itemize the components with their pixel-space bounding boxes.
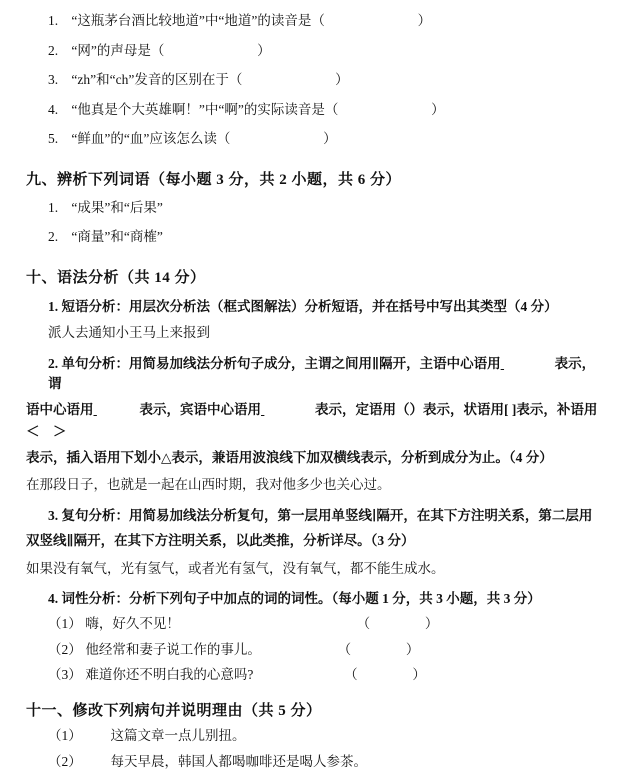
- question-tail: ）: [417, 13, 432, 28]
- answer-paren-open: （: [344, 666, 358, 682]
- question-text: “他真是个大英雄啊！”中“啊”的实际读音是（: [71, 101, 339, 117]
- list-item: [48, 6, 607, 36]
- question-number: 4.: [48, 101, 59, 117]
- list-item: [48, 193, 607, 223]
- sub-text-line2b: 表示，宾语中心语用: [139, 401, 261, 417]
- list-item: [48, 124, 607, 154]
- answer-blank[interactable]: [261, 399, 315, 421]
- example-sentence-2: 在那段日子，也就是一起在山西时期，我对他多少也关心过。: [26, 477, 391, 493]
- item-number: 1.: [48, 199, 59, 215]
- sub-text-line1: 用简易加线法分析句子成分，主谓之间用∥隔开，主语中心语用: [129, 356, 501, 372]
- question-tail: ）: [431, 101, 445, 117]
- question-text: “这瓶茅台酒比较地道”中“地道”的读音是（: [71, 13, 325, 28]
- sub-text-line1b: 表示，谓: [48, 356, 596, 392]
- sub-text-line1: 用简易加线法分析复句，第一层用单竖线∣隔开，在其下方注明关系，第二层用: [129, 508, 593, 523]
- list-item: [48, 726, 607, 746]
- sub-title: 复句分析：: [61, 508, 129, 523]
- list-item: [48, 222, 607, 252]
- question-tail: ）: [323, 131, 337, 147]
- list-item: [48, 95, 607, 125]
- sub-question-2-cont: [26, 399, 607, 444]
- item-text: 每天早晨，韩国人都喝咖啡还是喝人参茶。: [110, 754, 367, 770]
- question-tail: ）: [257, 42, 271, 58]
- section-heading-eleven: 十一、修改下列病句并说明理由（共 5 分）: [26, 703, 322, 720]
- sub-question-3: [48, 506, 607, 526]
- sub-title: 短语分析：: [61, 298, 129, 314]
- sub-number: 1.: [48, 298, 59, 314]
- sub-text: 用层次分析法（框式图解法）分析短语，并在括号中写出其类型（4 分）: [129, 298, 558, 314]
- answer-paren-close: ）: [412, 666, 426, 682]
- item-text: “商量”和“商榷”: [71, 229, 163, 245]
- list-item: [48, 665, 607, 685]
- sub-question-1: [48, 297, 607, 317]
- sub-text: 分析下列句子中加点的词的词性。（每小题 1 分，共 3 小题，共 3 分）: [129, 591, 541, 607]
- sub-number: 4.: [48, 591, 59, 607]
- question-tail: ）: [335, 72, 349, 88]
- list-item: [48, 640, 607, 660]
- list-item: [48, 752, 607, 772]
- item-text: “成果”和“后果”: [71, 199, 163, 215]
- sub-text-line2a: 语中心语用: [26, 401, 94, 417]
- item-label: （1）: [48, 616, 82, 632]
- example-sentence-1: 派人去通知小王马上来报到: [48, 325, 210, 341]
- top-question-list: [26, 6, 607, 154]
- question-text: “网”的声母是（: [71, 42, 165, 58]
- item-label: （2）: [48, 641, 82, 657]
- section-heading-ten: 十、语法分析（共 14 分）: [26, 269, 206, 286]
- item-number: 2.: [48, 229, 59, 245]
- sub-question-3-cont: 双竖线∥隔开，在其下方注明关系，以此类推，分析详尽。（3 分）: [26, 533, 415, 549]
- item-text: 这篇文章一点儿别扭。: [110, 728, 246, 744]
- question-number: 1.: [48, 13, 59, 28]
- sub-question-4: [48, 589, 607, 609]
- sub-question-2: [48, 354, 607, 395]
- sub-number: 3.: [48, 508, 59, 523]
- list-item: [48, 65, 607, 95]
- item-label: （2）: [48, 754, 82, 770]
- list-item: [48, 614, 607, 634]
- answer-blank[interactable]: [501, 354, 555, 374]
- item-text: 难道你还不明白我的心意吗?: [85, 666, 254, 682]
- question-number: 3.: [48, 72, 59, 88]
- example-sentence-3: 如果没有氧气，光有氢气，或者光有氢气，没有氧气，都不能生成水。: [26, 560, 445, 576]
- answer-blank[interactable]: [94, 399, 140, 421]
- item-label: （1）: [48, 728, 82, 744]
- answer-paren-close: ）: [424, 616, 439, 632]
- sub-title: 词性分析：: [61, 591, 129, 607]
- item-text: 他经常和妻子说工作的事儿。: [85, 641, 261, 657]
- sub-text-line2c: 表示，定语用（）表示，状语用[ ]表示，补语用＜ ＞: [26, 401, 598, 439]
- question-text: “zh”和“ch”发音的区别在于（: [71, 72, 243, 88]
- list-item: [48, 36, 607, 66]
- sub-question-2-cont2: 表示，插入语用下划小△表示，兼语用波浪线下加双横线表示，分析到成分为止。（4 分）: [26, 450, 553, 466]
- question-text: “鲜血”的“血”应该怎么读（: [71, 131, 231, 147]
- answer-paren-close: ）: [405, 641, 420, 657]
- question-number: 2.: [48, 42, 59, 58]
- answer-paren-open: （: [356, 616, 371, 632]
- item-label: （3）: [48, 666, 82, 682]
- section-heading-nine: 九、辨析下列词语（每小题 3 分，共 2 小题，共 6 分）: [26, 171, 402, 188]
- question-number: 5.: [48, 131, 59, 147]
- sub-number: 2.: [48, 356, 59, 372]
- answer-paren-open: （: [337, 641, 352, 657]
- sub-title: 单句分析：: [61, 356, 129, 372]
- item-text: 嗨，好久不见！: [85, 616, 180, 632]
